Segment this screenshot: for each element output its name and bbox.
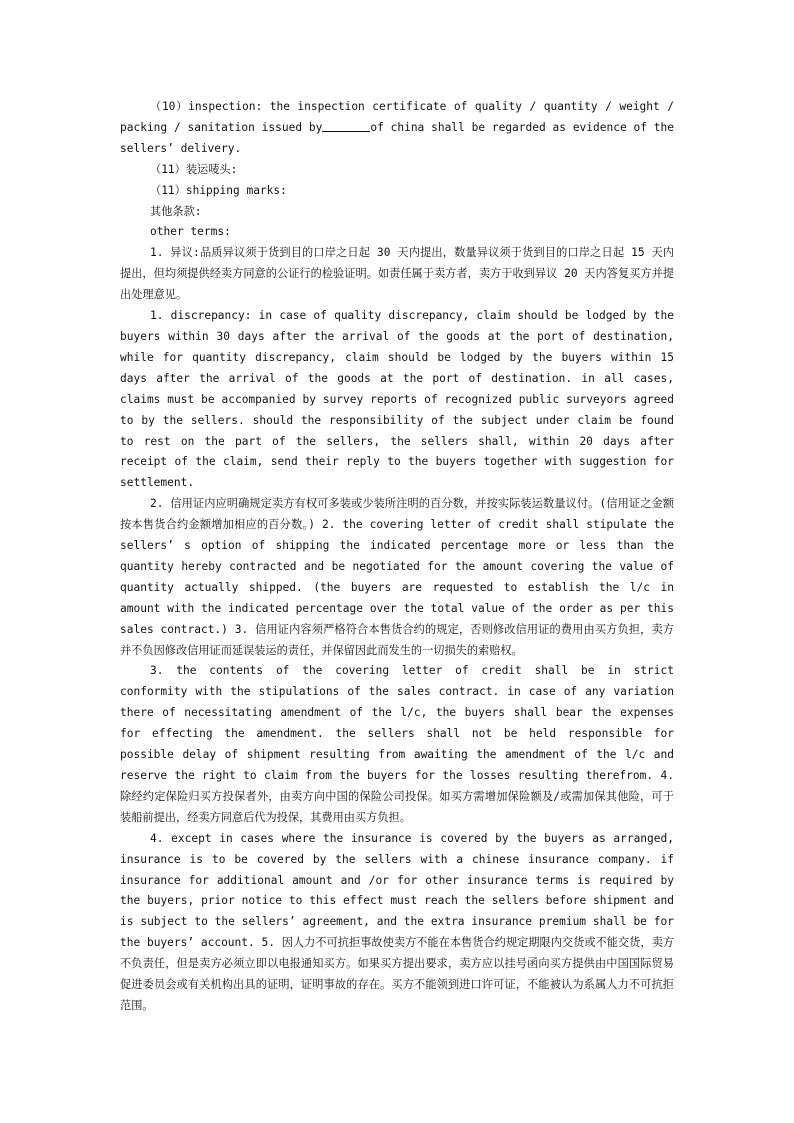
clause-4-cn: 4. 除经约定保险归买方投保者外，由卖方向中国的保险公司投保。如买方需增加保险额及/或需加保其他险，可于装船前提出，经卖方同意后代为投保，其费用由买方负担。: [120, 769, 674, 824]
clause-4-5: [120, 829, 674, 1017]
other-terms-heading-en: other terms:: [150, 225, 231, 239]
clause-2: [120, 494, 674, 661]
clause-2-cn: 2. 信用证内应明确规定卖方有权可多装或少装所注明的百分数，并按实际装运数量议付。(信用证之金额按本售货合约金额增加相应的百分数。): [120, 497, 674, 532]
clause-2-en: 2. the covering letter of credit shall stipulate the sellers’ s option of shipping the indicated percentage more or less than the quantity hereby contracted and be negotiated for the amount covering the value of quantity actually shipped. (the buyers are requested to establish the l/c in amount with the indicated percentage over the total value of the order as per this sales contract.): [120, 518, 675, 636]
shipping-marks-heading-cn: （11）装运唛头:: [150, 162, 238, 176]
inspection-clause: （10）inspection: the inspection certificate of quality / quantity / weight / packing / sanitation issued by of china shall be regarded as evidence of the sellers’ delivery.: [120, 100, 674, 155]
clause-3-cn: 3. 信用证内容须严格符合本售货合约的规定，否则修改信用证的费用由买方负担，卖方并不负因修改信用证而延误装运的责任，并保留因此而发生的一切损失的索赔权。: [120, 622, 674, 657]
clause-1-cn: 1. 异议:品质异议须于货到目的口岸之日起 30 天内提出，数量异议须于货到目的口岸之日起 15 天内提出，但均须提供经卖方同意的公证行的检验证明。如责任属于卖方者，卖方于收到异议 20 天内答复买方并提出处理意见。: [120, 246, 674, 302]
other-terms-heading-cn: 其他条款:: [150, 204, 202, 218]
clause-5-cn: 5. 因人力不可抗拒事故使卖方不能在本售货合约规定期限内交货或不能交货，卖方不负责任，但是卖方必须立即以电报通知买方。如果买方提出要求，卖方应以挂号函向买方提供由中国国际贸易促进委员会或有关机构出具的证明，证明事故的存在。买方不能领到进口许可证，不能被认为系属人力不可抗拒范围。: [120, 936, 674, 1012]
clause-3-en: 3. the contents of the covering letter of credit shall be in strict conformity with the stipulations of the sales contract. in case of any variation there of necessitating amendment of the l/c, the buyers shall bear the expenses for effecting the amendment. the sellers shall not be held responsible for possible delay of shipment resulting from awaiting the amendment of the l/c and reserve the right to claim from the buyers for the losses resulting therefrom.: [120, 664, 674, 782]
clause-1-en: 1. discrepancy: in case of quality discrepancy, claim should be lodged by the buyers within 30 days after the arrival of the goods at the port of destination, while for quantity discrepancy, claim should be lodged by the buyers within 15 days after the arrival of the goods at the port of destination. in all cases, claims must be accompanied by survey reports of recognized public surveyors agreed to by the sellers. should the responsibility of the subject under claim be found to rest on the part of the sellers, the sellers shall, within 20 days after receipt of the claim, send their reply to the buyers together with suggestion for settlement.: [120, 309, 674, 490]
blank-fill-line: [322, 119, 370, 132]
shipping-marks-heading-en: （11）shipping marks:: [150, 183, 287, 197]
clause-3-4: [120, 661, 674, 828]
clause-4-en: 4. except in cases where the insurance is covered by the buyers as arranged, insurance is to be covered by the sellers with a chinese insurance company. if insurance for additional amount and /or for other insurance terms is required by the buyers, prior notice to this effect must reach the sellers before shipment and is subject to the sellers’ agreement, and the extra insurance premium shall be for the buyers’ account.: [120, 831, 674, 950]
